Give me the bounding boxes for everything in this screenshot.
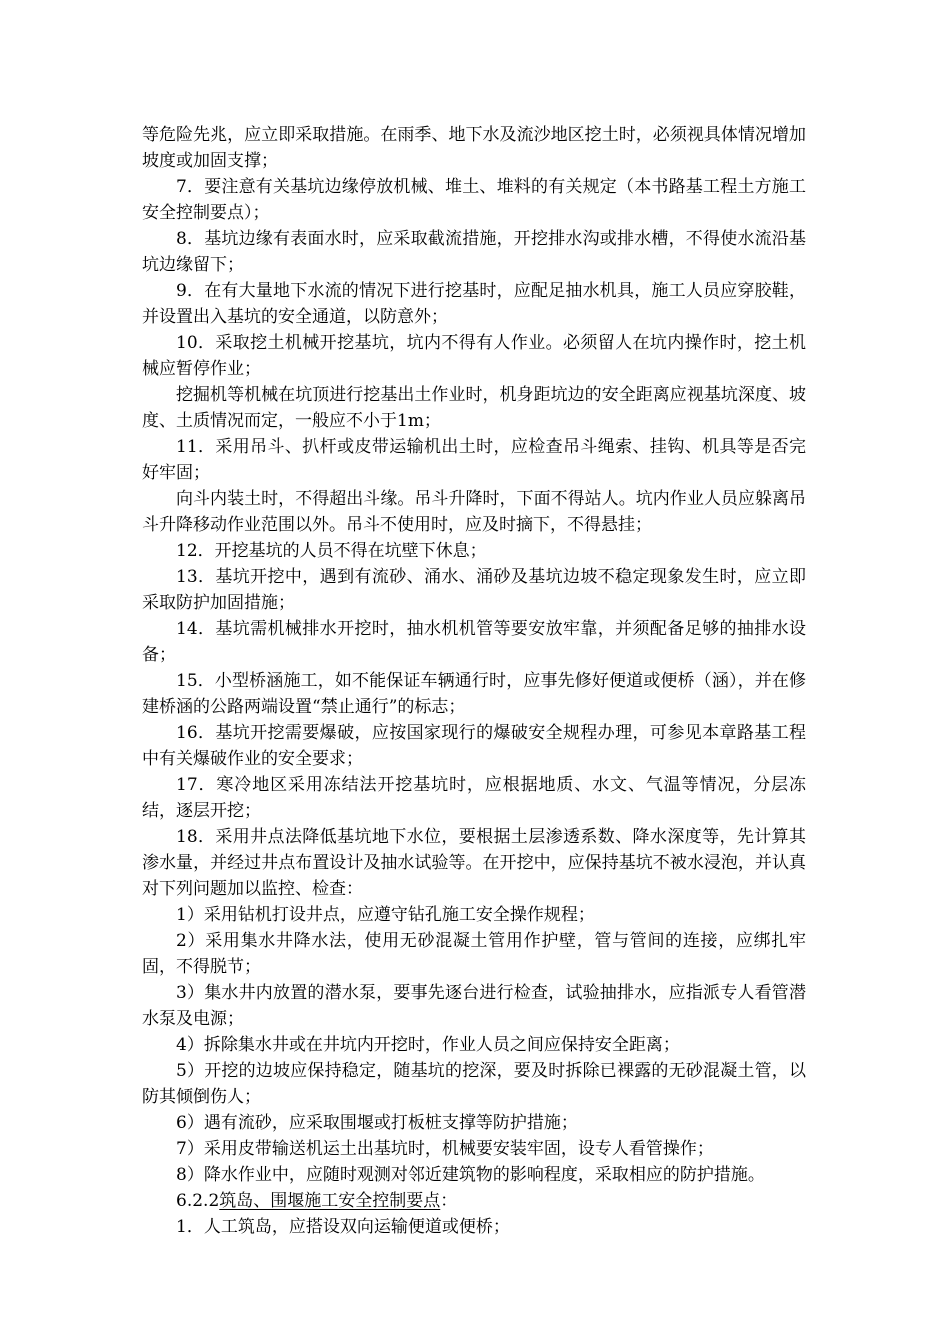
paragraph: 6）遇有流砂，应采取围堰或打板桩支撑等防护措施；: [176, 1113, 578, 1133]
paragraph: 1．人工筑岛，应搭设双向运输便道或便桥；: [176, 1217, 510, 1237]
section-heading: [142, 1188, 806, 1214]
paragraph: 8．基坑边缘有表面水时，应采取截流措施，开挖排水沟或排水槽，不得使水流沿基坑边缘留下；: [142, 229, 806, 275]
paragraph: 挖掘机等机械在坑顶进行挖基出土作业时，机身距坑边的安全距离应视基坑深度、坡度、土质情况而定，一般应不小于1m；: [142, 385, 806, 431]
paragraph: 5）开挖的边坡应保持稳定，随基坑的挖深，要及时拆除已裸露的无砂混凝土管，以防其倾倒伤人；: [142, 1061, 806, 1107]
paragraph: 16．基坑开挖需要爆破，应按国家现行的爆破安全规程办理，可参见本章路基工程中有关爆破作业的安全要求；: [142, 723, 806, 769]
paragraph: 3）集水井内放置的潜水泵，要事先逐台进行检查，试验抽排水，应指派专人看管潜水泵及电源；: [142, 983, 806, 1029]
paragraph: 12．开挖基坑的人员不得在坑壁下休息；: [176, 541, 487, 561]
paragraph: 9．在有大量地下水流的情况下进行挖基时，应配足抽水机具，施工人员应穿胶鞋，并设置出入基坑的安全通道，以防意外；: [142, 281, 806, 327]
paragraph: 2）采用集水井降水法，使用无砂混凝土管用作护壁，管与管间的连接，应绑扎牢固，不得脱节；: [142, 931, 806, 977]
paragraph: 向斗内装土时，不得超出斗缘。吊斗升降时，下面不得站人。坑内作业人员应躲离吊斗升降移动作业范围以外。吊斗不使用时，应及时摘下，不得悬挂；: [142, 489, 806, 535]
paragraph: 14．基坑需机械排水开挖时，抽水机机管等要安放牢靠，并须配备足够的抽排水设备；: [142, 619, 806, 665]
section-number: 6.2.2: [176, 1191, 220, 1211]
paragraph: 8）降水作业中，应随时观测对邻近建筑物的影响程度，采取相应的防护措施。: [176, 1165, 765, 1185]
paragraph: 7）采用皮带输送机运土出基坑时，机械要安装牢固，设专人看管操作；: [176, 1139, 714, 1159]
section-title: 筑岛、围堰施工安全控制要点: [219, 1191, 441, 1211]
paragraph: 4）拆除集水井或在井坑内开挖时，作业人员之间应保持安全距离；: [176, 1035, 680, 1055]
document-page: [142, 122, 806, 1240]
paragraph: 7．要注意有关基坑边缘停放机械、堆土、堆料的有关规定（本书路基工程土方施工安全控制要点）；: [142, 177, 806, 223]
section-suffix: ：: [440, 1191, 458, 1211]
paragraph: 13．基坑开挖中，遇到有流砂、涌水、涌砂及基坑边坡不稳定现象发生时，应立即采取防护加固措施；: [142, 567, 806, 613]
paragraph: 17．寒冷地区采用冻结法开挖基坑时，应根据地质、水文、气温等情况，分层冻结，逐层开挖；: [142, 775, 806, 821]
paragraph: 11．采用吊斗、扒杆或皮带运输机出土时，应检查吊斗绳索、挂钩、机具等是否完好牢固；: [142, 437, 806, 483]
paragraph: 等危险先兆，应立即采取措施。在雨季、地下水及流沙地区挖土时，必须视具体情况增加坡度或加固支撑；: [142, 125, 806, 171]
paragraph-list: [142, 122, 806, 1188]
paragraph: 1）采用钻机打设井点，应遵守钻孔施工安全操作规程；: [176, 905, 595, 925]
paragraph: 10．采取挖土机械开挖基坑，坑内不得有人作业。必须留人在坑内操作时，挖土机械应暂停作业；: [142, 333, 806, 379]
paragraph: 18．采用井点法降低基坑地下水位，要根据土层渗透系数、降水深度等，先计算其渗水量，并经过井点布置设计及抽水试验等。在开挖中，应保持基坑不被水浸泡，并认真对下列问题加以监控、检查：: [142, 827, 806, 899]
after-section-list: [142, 1214, 806, 1240]
paragraph: 15．小型桥涵施工，如不能保证车辆通行时，应事先修好便道或便桥（涵），并在修建桥涵的公路两端设置“禁止通行”的标志；: [142, 671, 806, 717]
